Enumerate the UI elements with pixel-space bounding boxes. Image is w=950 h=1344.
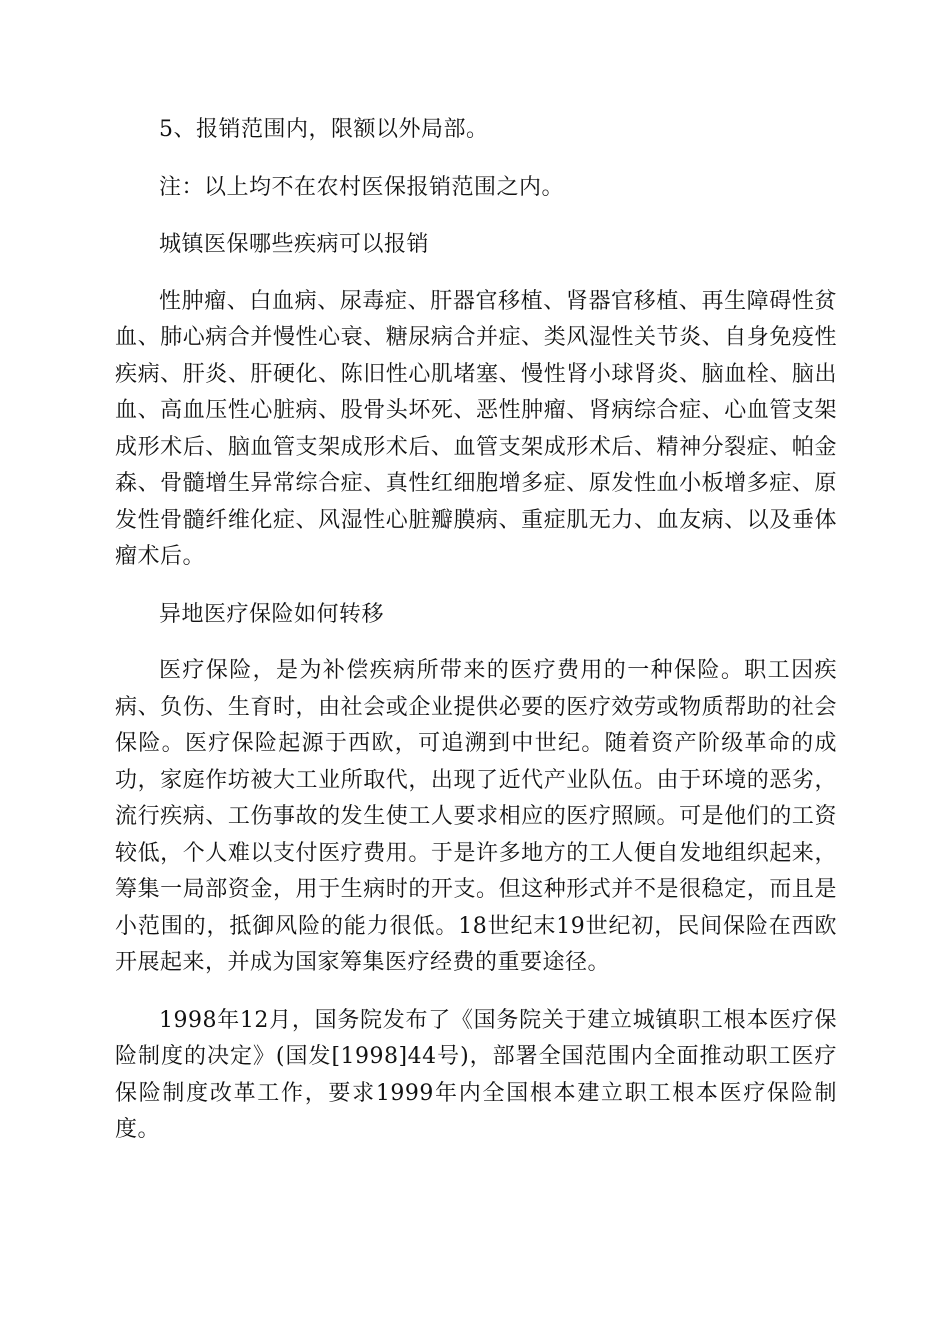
document-body bbox=[115, 112, 837, 1149]
paragraph-disease-list: 性肿瘤、白血病、尿毒症、肝器官移植、肾器官移植、再生障碍性贫血、肺心病合并慢性心衰、糖尿病合并症、类风湿性关节炎、自身免疫性疾病、肝炎、肝硬化、陈旧性心肌堵塞、慢性肾小球肾炎、脑血栓、脑出血、高血压性心脏病、股骨头坏死、恶性肿瘤、肾病综合症、心血管支架成形术后、脑血管支架成形术后、血管支架成形术后、精神分裂症、帕金森、骨髓增生异常综合症、真性红细胞增多症、原发性血小板增多症、原发性骨髓纤维化症、风湿性心脏瓣膜病、重症肌无力、血友病、以及垂体瘤术后。 bbox=[115, 288, 837, 569]
paragraph-reimbursement-limit: 5、报销范围内，限额以外局部。 bbox=[159, 117, 489, 142]
heading-urban-insurance-diseases: 城镇医保哪些疾病可以报销 bbox=[159, 232, 430, 257]
heading-remote-insurance-transfer: 异地医疗保险如何转移 bbox=[159, 601, 385, 627]
paragraph-rural-note: 注：以上均不在农村医保报销范围之内。 bbox=[159, 174, 565, 200]
paragraph-1998-decision: 1998年12月，国务院发布了《国务院关于建立城镇职工根本医疗保险制度的决定》(国发[1998]44号)，部署全国范围内全面推动职工医疗保险制度改革工作，要求1999年内全国根本建立职工根本医疗保险制度。 bbox=[115, 1007, 838, 1142]
paragraph-medical-insurance-history: 医疗保险，是为补偿疾病所带来的医疗费用的一种保险。职工因疾病、负伤、生育时，由社会或企业提供必要的医疗效劳或物质帮助的社会保险。医疗保险起源于西欧，可追溯到中世纪。随着资产阶级革命的成功，家庭作坊被大工业所取代，出现了近代产业队伍。由于环境的恶劣，流行疾病、工伤事故的发生使工人要求相应的医疗照顾。可是他们的工资较低，个人难以支付医疗费用。于是许多地方的工人便自发地组织起来，筹集一局部资金，用于生病时的开支。但这种形式并不是很稳定，而且是小范围的，抵御风险的能力很低。18世纪末19世纪初，民间保险在西欧开展起来，并成为国家筹集医疗经费的重要途径。 bbox=[115, 658, 837, 975]
